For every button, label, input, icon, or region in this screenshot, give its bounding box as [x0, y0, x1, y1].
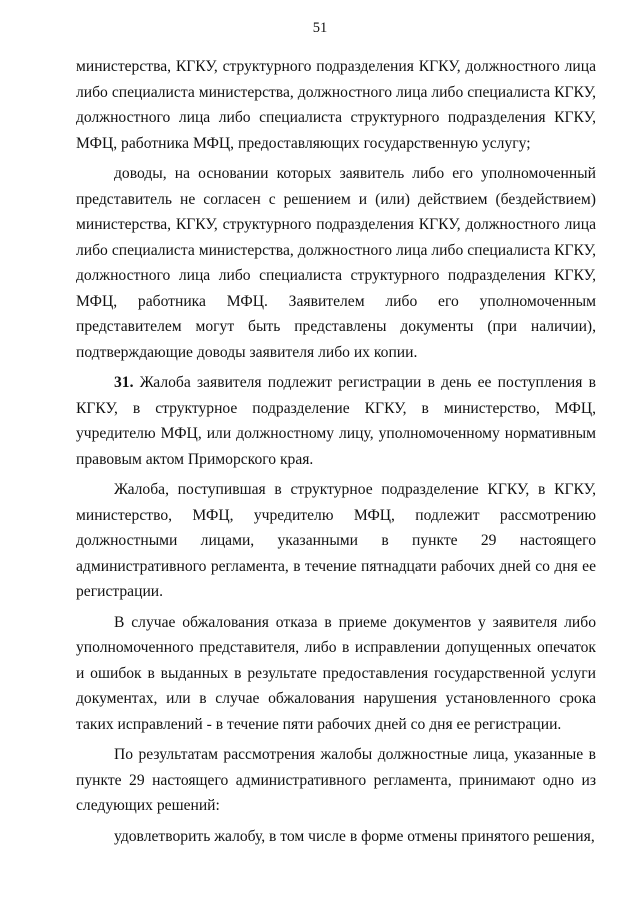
- document-body: [76, 54, 596, 854]
- paragraph-decisions: [76, 742, 596, 819]
- paragraph-text: Жалоба заявителя подлежит регистрации в день ее поступления в КГКУ, в структурное подразделение КГКУ, в министерство, МФЦ, учредителю МФЦ, или должностному лицу, уполномоченному нормативным правовым актом Приморского края.: [76, 374, 596, 468]
- paragraph-item-31: [76, 370, 596, 472]
- paragraph-text: По результатам рассмотрения жалобы должностные лица, указанные в пункте 29 настоящего административного регламента, принимают одно из следующих решений:: [76, 746, 596, 814]
- paragraph-text: В случае обжалования отказа в приеме документов у заявителя либо уполномоченного представителя, либо в исправлении допущенных опечаток и ошибок в выданных в результате предоставления государственной услуги документах, или в случае обжалования нарушения установленного срока таких исправлений - в течение пяти рабочих дней со дня ее регистрации.: [76, 613, 596, 733]
- paragraph-text: удовлетворить жалобу, в том числе в форме отмены принятого решения,: [114, 827, 595, 845]
- page-number: 51: [312, 20, 328, 36]
- paragraph-satisfy-complaint: [76, 824, 596, 850]
- paragraph-text: доводы, на основании которых заявитель либо его уполномоченный представитель не согласен с решением и (или) действием (бездействием) министерства, КГКУ, структурного подразделения КГКУ, должностного лица либо специалиста министерства, должностного лица либо специалиста КГКУ, должностного лица либо специалиста структурного подразделения КГКУ, МФЦ, работника МФЦ. Заявителем либо его уполномоченным представителем могут быть представлены документы (при наличии), подтверждающие доводы заявителя либо их копии.: [76, 165, 596, 361]
- paragraph-refusal-appeal: [76, 610, 596, 738]
- paragraph-review-term: [76, 477, 596, 605]
- paragraph-text: министерства, КГКУ, структурного подразделения КГКУ, должностного лица либо специалиста министерства, должностного лица либо специалиста КГКУ, должностного лица либо специалиста структурного подразделения КГКУ, МФЦ, работника МФЦ, предоставляющих государственную услугу;: [76, 58, 596, 152]
- paragraph-continuation: [76, 54, 596, 156]
- paragraph-text: Жалоба, поступившая в структурное подразделение КГКУ, в КГКУ, министерство, МФЦ, учредителю МФЦ, подлежит рассмотрению должностными лицами, указанными в пункте 29 настоящего административного регламента, в течение пятнадцати рабочих дней со дня ее регистрации.: [76, 481, 596, 600]
- item-number: 31.: [114, 374, 134, 391]
- paragraph-arguments: [76, 161, 596, 365]
